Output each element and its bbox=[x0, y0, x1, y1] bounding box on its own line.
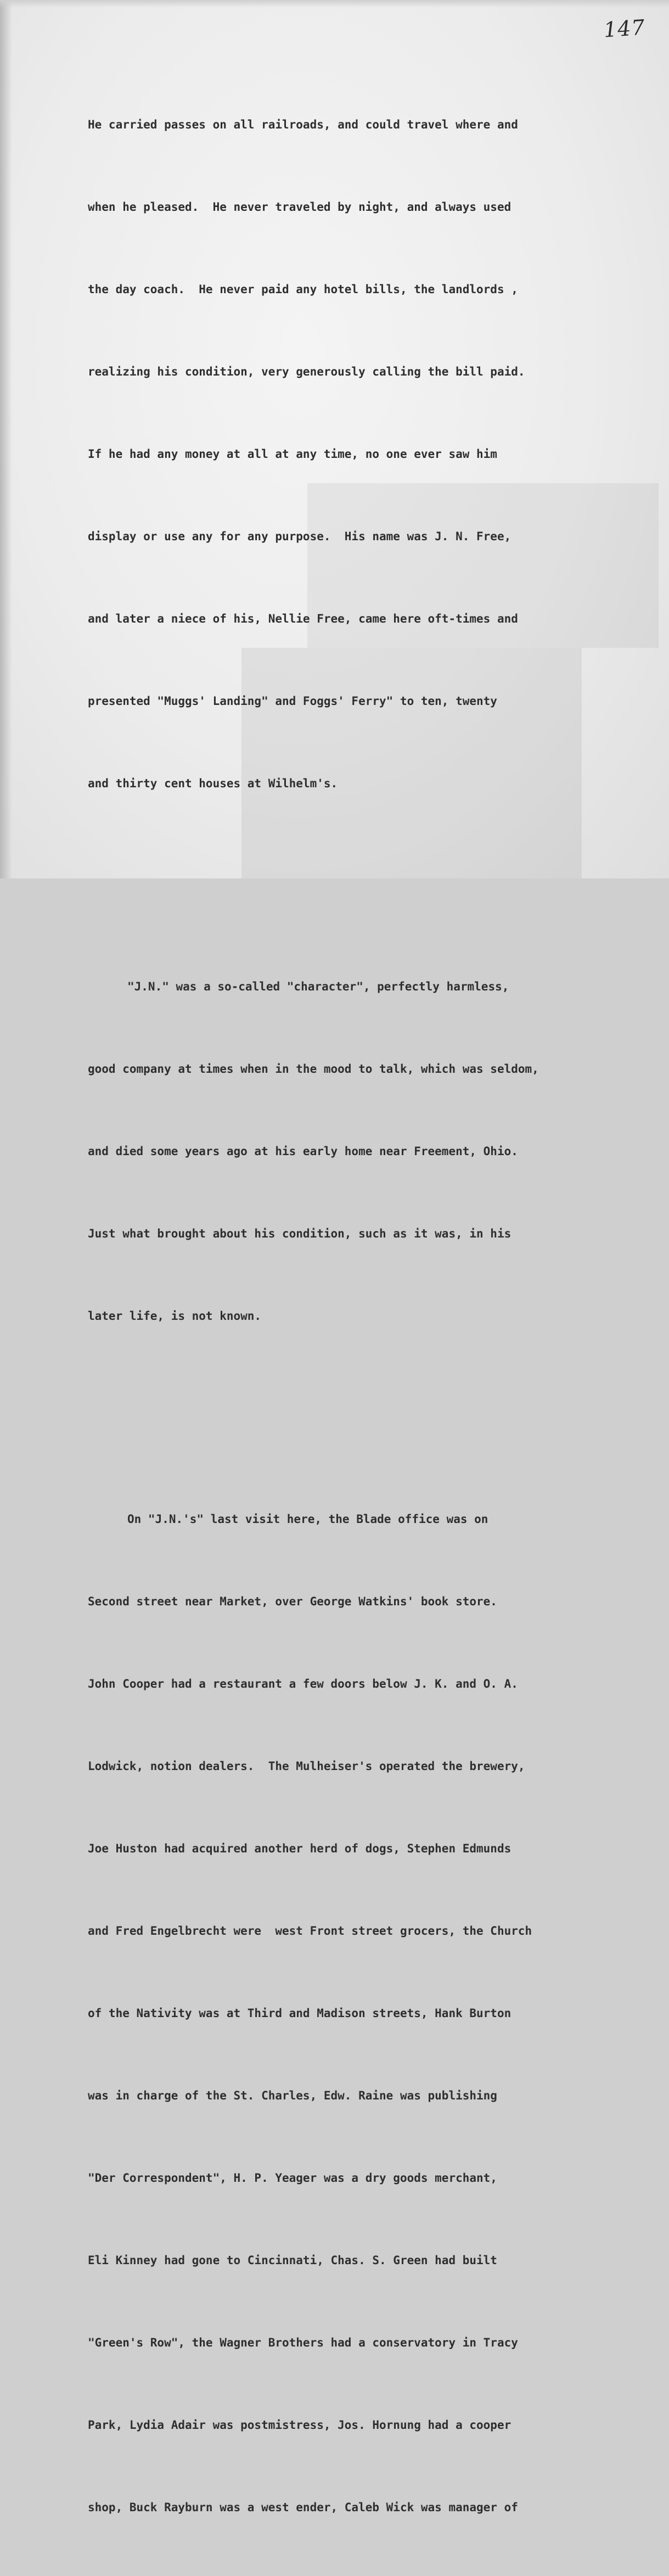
text-line: and thirty cent houses at Wilhelm's. bbox=[88, 777, 338, 790]
page-shadow-left bbox=[0, 0, 12, 878]
text-line: Just what brought about his condition, such as it was, in his bbox=[88, 1227, 511, 1240]
text-line: shop, Buck Rayburn was a west ender, Caleb Wick was manager of bbox=[88, 2501, 518, 2514]
body-text bbox=[88, 29, 626, 2576]
text-line: Eli Kinney had gone to Cincinnati, Chas. S. Green had built bbox=[88, 2254, 497, 2267]
text-line: realizing his condition, very generously calling the bill paid. bbox=[88, 365, 525, 378]
text-line: "J.N." was a so-called "character", perfectly harmless, bbox=[127, 980, 509, 993]
text-line: Second street near Market, over George Watkins' book store. bbox=[88, 1595, 497, 1608]
text-line: display or use any for any purpose. His name was J. N. Free, bbox=[88, 530, 511, 543]
handwritten-page-number: 147 bbox=[603, 15, 646, 42]
text-line: and died some years ago at his early home near Freement, Ohio. bbox=[88, 1145, 518, 1158]
text-line: "Der Correspondent", H. P. Yeager was a dry goods merchant, bbox=[88, 2171, 497, 2185]
text-line: the day coach. He never paid any hotel bills, the landlords , bbox=[88, 283, 518, 296]
text-line: John Cooper had a restaurant a few doors below J. K. and O. A. bbox=[88, 1677, 518, 1690]
text-line: He carried passes on all railroads, and could travel where and bbox=[88, 118, 518, 131]
page-shadow-top bbox=[0, 0, 669, 8]
text-line: was in charge of the St. Charles, Edw. Raine was publishing bbox=[88, 2089, 497, 2102]
text-line: Park, Lydia Adair was postmistress, Jos. Hornung had a cooper bbox=[88, 2418, 511, 2432]
text-line: later life, is not known. bbox=[88, 1309, 262, 1323]
text-line: If he had any money at all at any time, no one ever saw him bbox=[88, 447, 497, 461]
text-line: Lodwick, notion dealers. The Mulheiser's operated the brewery, bbox=[88, 1760, 525, 1773]
text-line: On "J.N.'s" last visit here, the Blade office was on bbox=[127, 1513, 488, 1526]
paragraph-gap bbox=[88, 1385, 626, 1396]
text-line: and later a niece of his, Nellie Free, came here oft-times and bbox=[88, 612, 518, 625]
text-line: "Green's Row", the Wagner Brothers had a conservatory in Tracy bbox=[88, 2336, 518, 2349]
text-line: and Fred Engelbrecht were west Front street grocers, the Church bbox=[88, 1924, 532, 1937]
text-line: when he pleased. He never traveled by night, and always used bbox=[88, 200, 511, 214]
text-line: good company at times when in the mood to talk, which was seldom, bbox=[88, 1062, 539, 1076]
text-line: presented "Muggs' Landing" and Foggs' Ferry" to ten, twenty bbox=[88, 695, 497, 708]
text-line: Joe Huston had acquired another herd of dogs, Stephen Edmunds bbox=[88, 1842, 511, 1855]
paragraph-gap bbox=[88, 852, 626, 863]
text-line: of the Nativity was at Third and Madison streets, Hank Burton bbox=[88, 2007, 511, 2020]
